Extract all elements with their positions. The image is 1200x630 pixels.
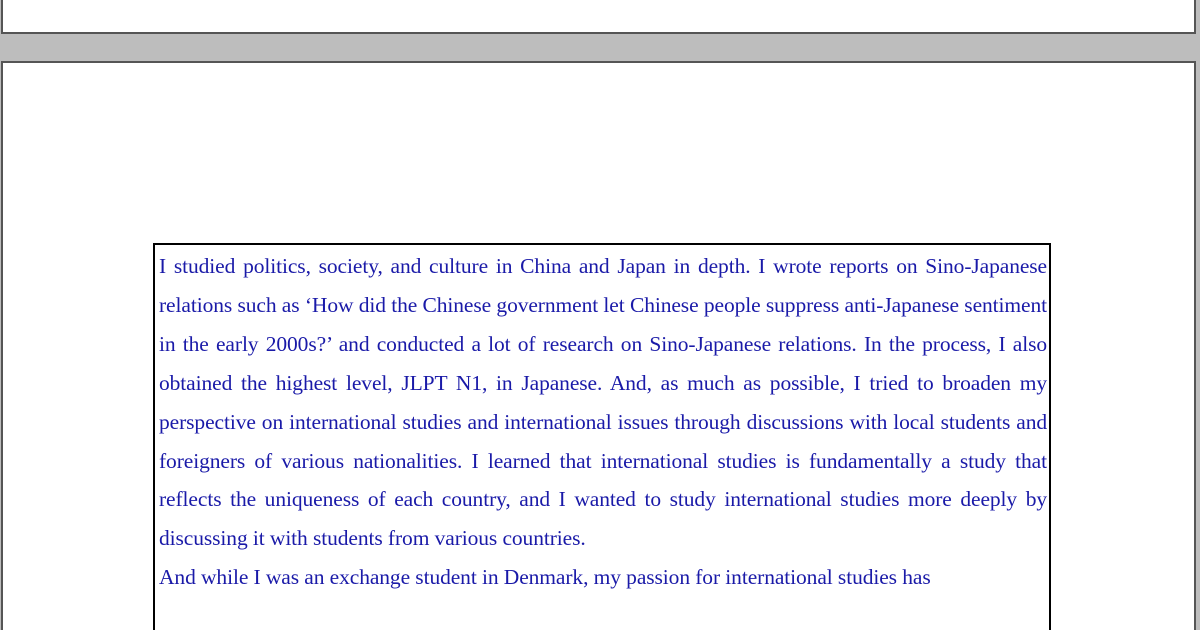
previous-page [1,0,1196,34]
paragraph-2: And while I was an exchange student in Denmark, my passion for international studies has [159,565,931,590]
paragraph-1: I studied politics, society, and culture in China and Japan in depth. I wrote reports on Sino-Japanese relations such as ‘How did the Chinese government let Chinese people suppress anti-Japanese sentiment in the early 2000s?’ and conducted a lot of research on Sino-Japanese relations. In the process, I also obtained the highest level, JLPT N1, in Japanese. And, as much as possible, I tried to broaden my perspective on international studies and international issues through discussions with local students and foreigners of various nationalities. I learned that international studies is fundamentally a study that reflects the uniqueness of each country, and I wanted to study international studies more deeply by discussing it with students from various countries. [159,254,1047,551]
text-box[interactable] [153,243,1051,630]
current-page [1,61,1196,630]
